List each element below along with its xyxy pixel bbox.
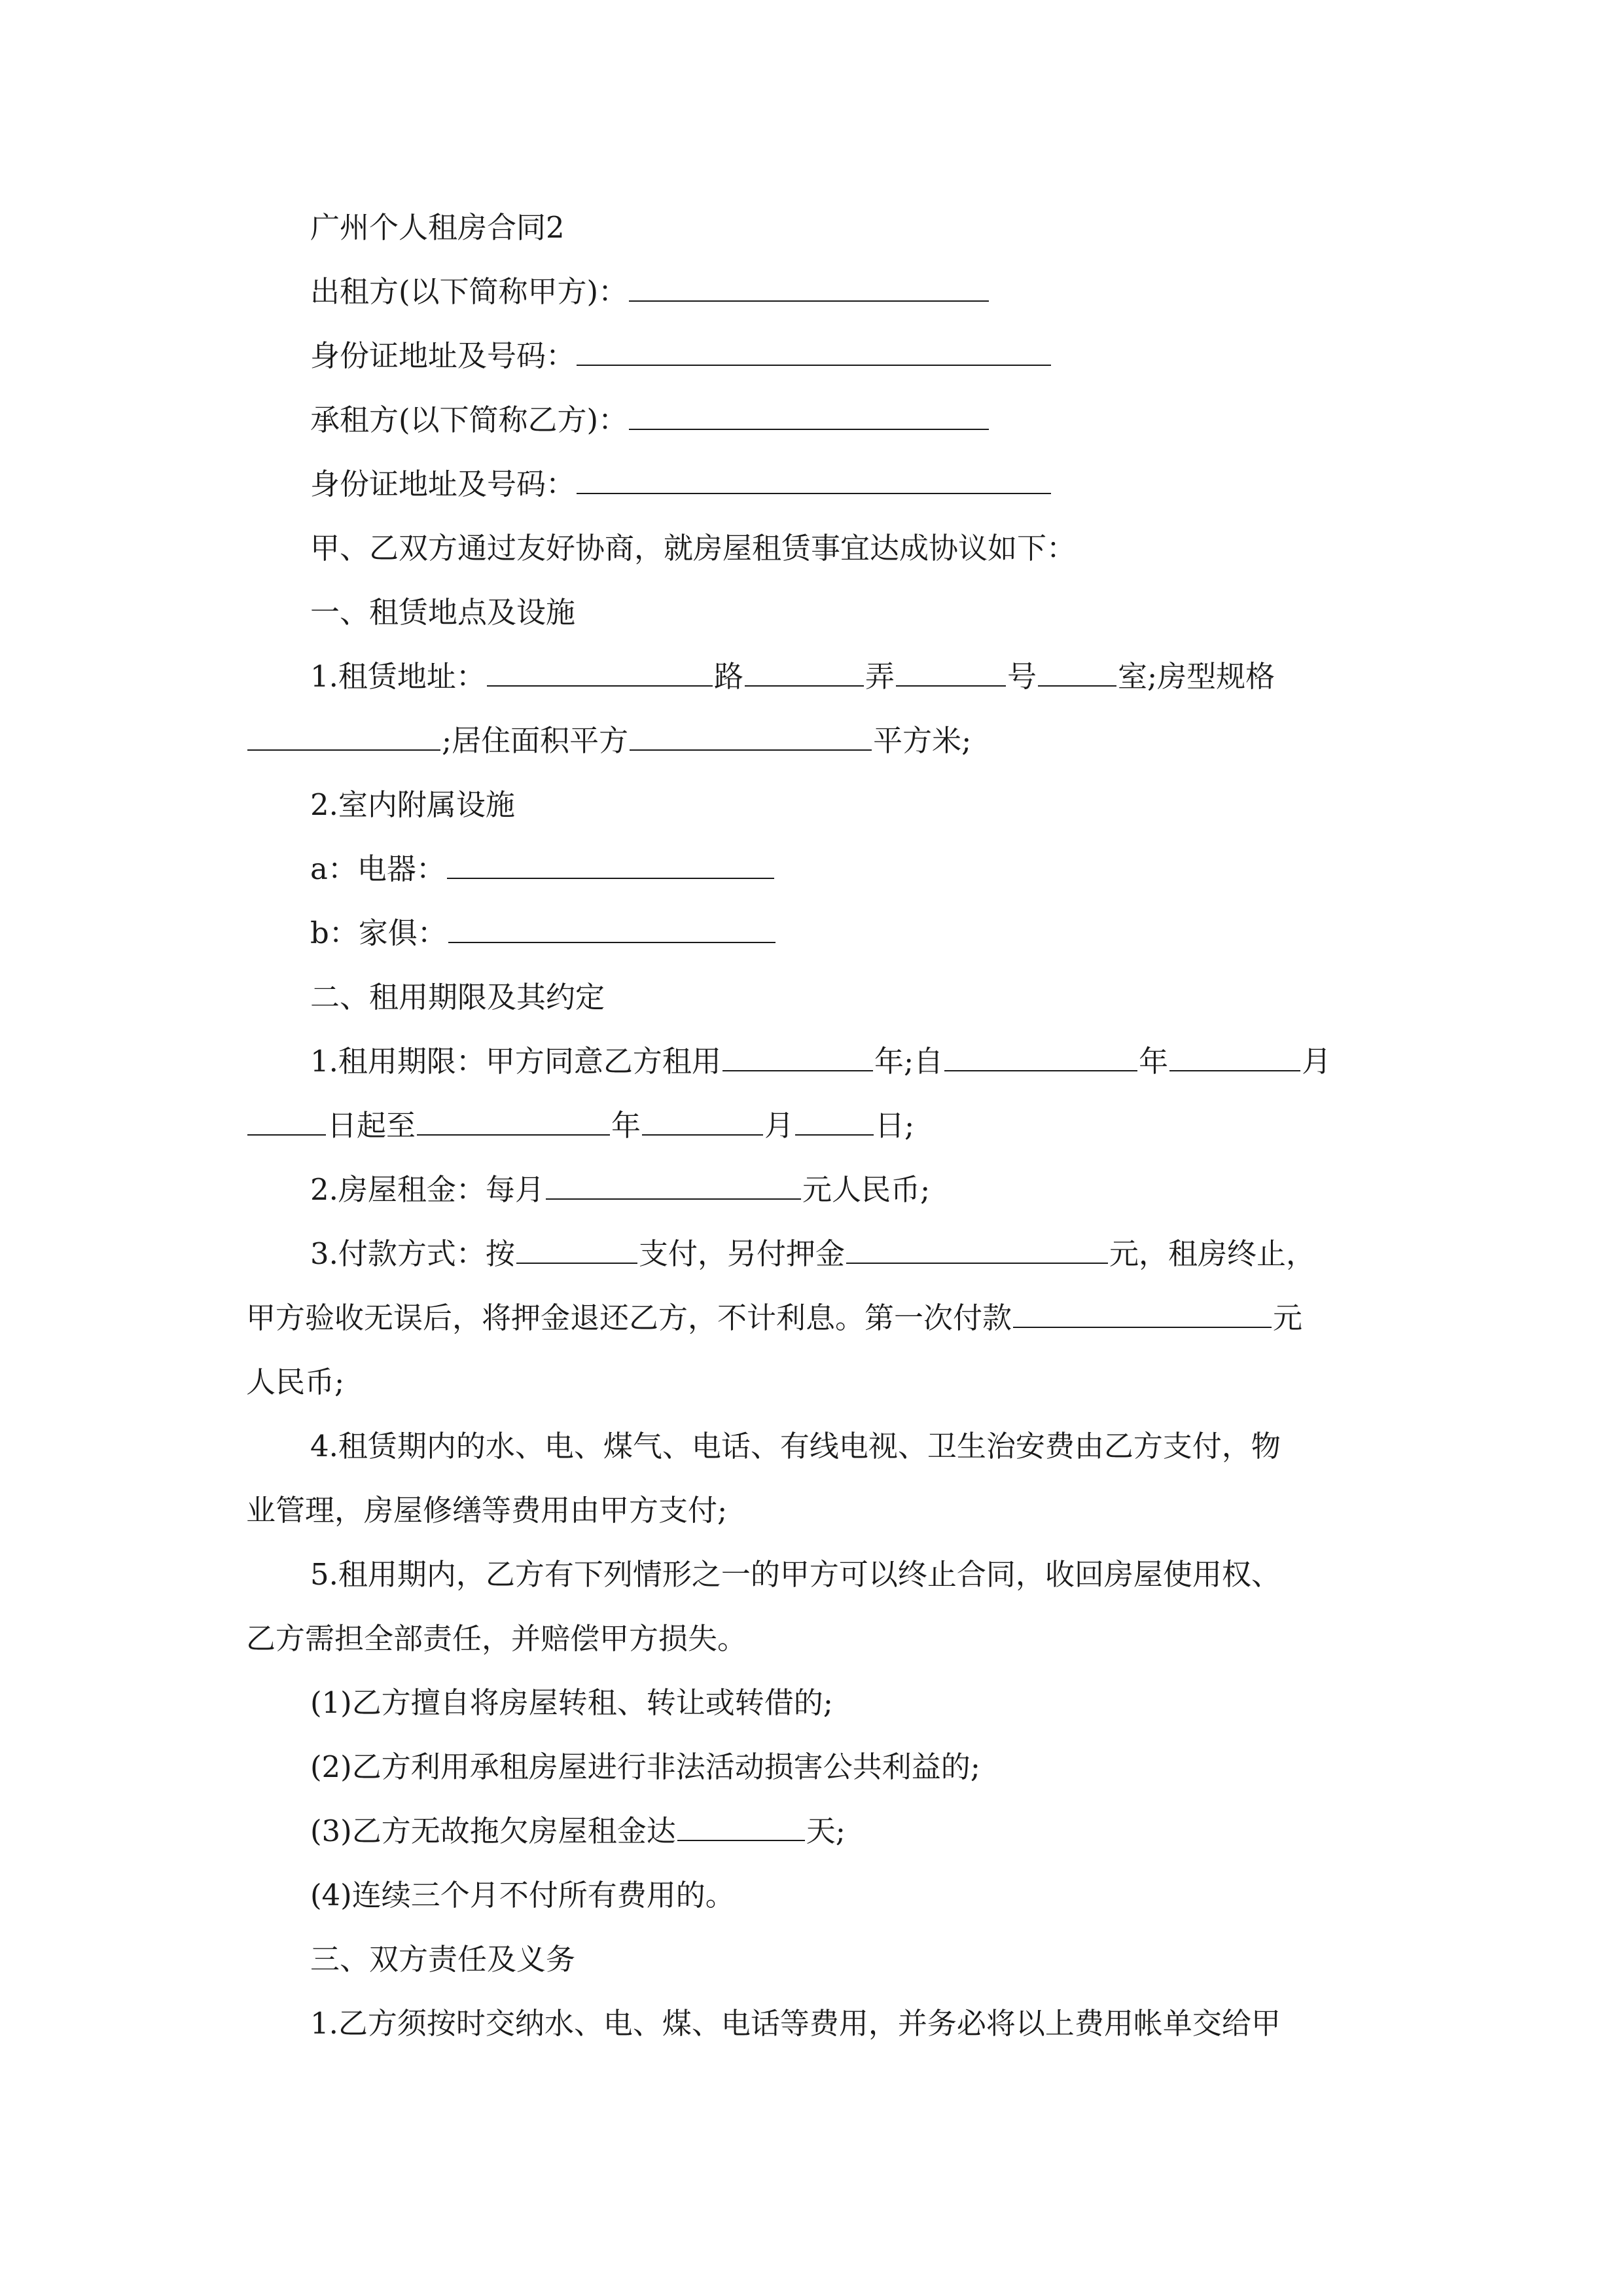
- lessee-line: 承租方(以下简称乙方)：: [310, 401, 990, 440]
- number-blank[interactable]: [896, 658, 1006, 687]
- utilities-line: 4.租赁期内的水、电、煤气、电话、有线电视、卫生治安费由乙方支付，物: [310, 1429, 1281, 1463]
- termination-item-2: (2)乙方利用承租房屋进行非法活动损害公共利益的;: [310, 1749, 980, 1784]
- start-month-blank[interactable]: [1169, 1043, 1300, 1071]
- overdue-days-blank[interactable]: [677, 1812, 805, 1841]
- payment-line-3: 人民币;: [246, 1365, 345, 1399]
- lessor-line: 出租方(以下简称甲方)：: [310, 272, 990, 312]
- first-payment-blank[interactable]: [1013, 1299, 1272, 1328]
- duty-line-1: 1.乙方须按时交纳水、电、煤、电话等费用，并务必将以上费用帐单交给甲: [310, 2006, 1281, 2041]
- termination-item-3: (3)乙方无故拖欠房屋租金达 天;: [310, 1814, 846, 1848]
- appliances-blank[interactable]: [447, 850, 774, 879]
- furniture-blank[interactable]: [448, 914, 776, 943]
- end-month-blank[interactable]: [642, 1107, 763, 1136]
- lessor-id-line: 身份证地址及号码：: [310, 336, 1052, 376]
- payment-line: 3.付款方式：按 支付，另付押金 元，租房终止，: [310, 1236, 1315, 1271]
- lease-address-line: 1.租赁地址： 路 弄 号 室;房型规格: [310, 659, 1275, 694]
- rent-line: 2.房屋租金：每月 元人民币;: [310, 1172, 931, 1207]
- monthly-rent-blank[interactable]: [546, 1171, 801, 1200]
- room-blank[interactable]: [1038, 658, 1116, 687]
- furniture-line: b：家俱：: [310, 914, 777, 953]
- term-years-blank[interactable]: [722, 1043, 873, 1071]
- lease-term-line: 1.租用期限：甲方同意乙方租用 年;自 年 月: [310, 1044, 1332, 1079]
- road-blank[interactable]: [487, 658, 713, 687]
- termination-line-2: 乙方需担全部责任，并赔偿甲方损失。: [246, 1621, 747, 1656]
- start-year-blank[interactable]: [944, 1043, 1137, 1071]
- lane-blank[interactable]: [745, 658, 864, 687]
- room-type-blank[interactable]: [247, 722, 440, 751]
- payment-line-2: 甲方验收无误后，将押金退还乙方，不计利息。第一次付款 元: [246, 1300, 1303, 1335]
- deposit-blank[interactable]: [846, 1235, 1108, 1264]
- end-year-blank[interactable]: [417, 1107, 610, 1136]
- payment-method-blank[interactable]: [516, 1235, 637, 1264]
- lessor-id-blank[interactable]: [577, 337, 1051, 366]
- utilities-line-2: 业管理，房屋修缮等费用由甲方支付;: [246, 1493, 728, 1528]
- lessee-id-line: 身份证地址及号码：: [310, 465, 1052, 504]
- lessee-blank[interactable]: [629, 401, 989, 430]
- area-blank[interactable]: [630, 722, 872, 751]
- document-title: 广州个人租房合同2: [310, 210, 565, 245]
- lease-term-line-2: 日起至 年 月 日;: [246, 1106, 914, 1145]
- lessor-blank[interactable]: [629, 273, 989, 302]
- facilities-heading: 2.室内附属设施: [310, 787, 515, 822]
- section-2-heading: 二、租用期限及其约定: [310, 980, 605, 1014]
- section-3-heading: 三、双方责任及义务: [310, 1942, 576, 1977]
- end-day-blank[interactable]: [795, 1107, 874, 1136]
- termination-item-1: (1)乙方擅自将房屋转租、转让或转借的;: [310, 1685, 833, 1720]
- lessee-id-blank[interactable]: [577, 465, 1051, 494]
- intro-paragraph: 甲、乙双方通过友好协商，就房屋租赁事宜达成协议如下：: [310, 531, 1077, 565]
- section-1-heading: 一、租赁地点及设施: [310, 595, 576, 630]
- appliances-line: a：电器：: [310, 850, 776, 889]
- termination-line: 5.租用期内，乙方有下列情形之一的甲方可以终止合同，收回房屋使用权、: [310, 1557, 1281, 1592]
- termination-item-4: (4)连续三个月不付所有费用的。: [310, 1878, 735, 1912]
- start-day-blank[interactable]: [247, 1107, 326, 1136]
- lease-address-line-2: ;居住面积平方 平方米;: [246, 721, 971, 761]
